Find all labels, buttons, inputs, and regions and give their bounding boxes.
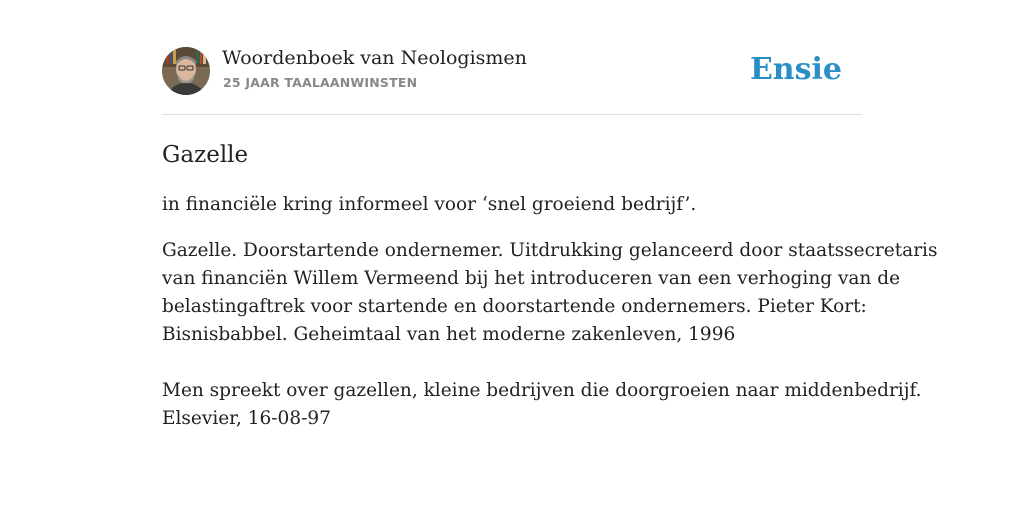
source-title[interactable]: Woordenboek van Neologismen [222, 47, 527, 69]
citation-line: van financiën Willem Vermeend bij het introduceren van een verhoging van de [162, 268, 901, 289]
citation-line: belastingaftrek voor startende en doorstartende ondernemers. Pieter Kort: [162, 296, 867, 317]
citation-line: Men spreekt over gazellen, kleine bedrijven die doorgroeien naar middenbedrijf. [162, 380, 922, 401]
source-subtitle: 25 JAAR TAALAANWINSTEN [223, 75, 418, 90]
author-avatar[interactable] [162, 47, 210, 95]
entry-term: Gazelle [162, 142, 249, 168]
citation-quote [162, 237, 938, 349]
citation-line: Bisnisbabbel. Geheimtaal van het moderne zakenleven, 1996 [162, 324, 736, 345]
citation-line: Gazelle. Doorstartende ondernemer. Uitdrukking gelanceerd door staatssecretaris [162, 240, 938, 261]
entry-header [162, 46, 862, 115]
ensie-logo-link[interactable]: Ensie [749, 52, 842, 87]
entry-definition: in financiële kring informeel voor ‘snel groeiend bedrijf’. [162, 194, 697, 215]
citation-line: Elsevier, 16-08-97 [162, 408, 331, 429]
citation-quote [162, 377, 922, 433]
entry-card [162, 46, 938, 433]
